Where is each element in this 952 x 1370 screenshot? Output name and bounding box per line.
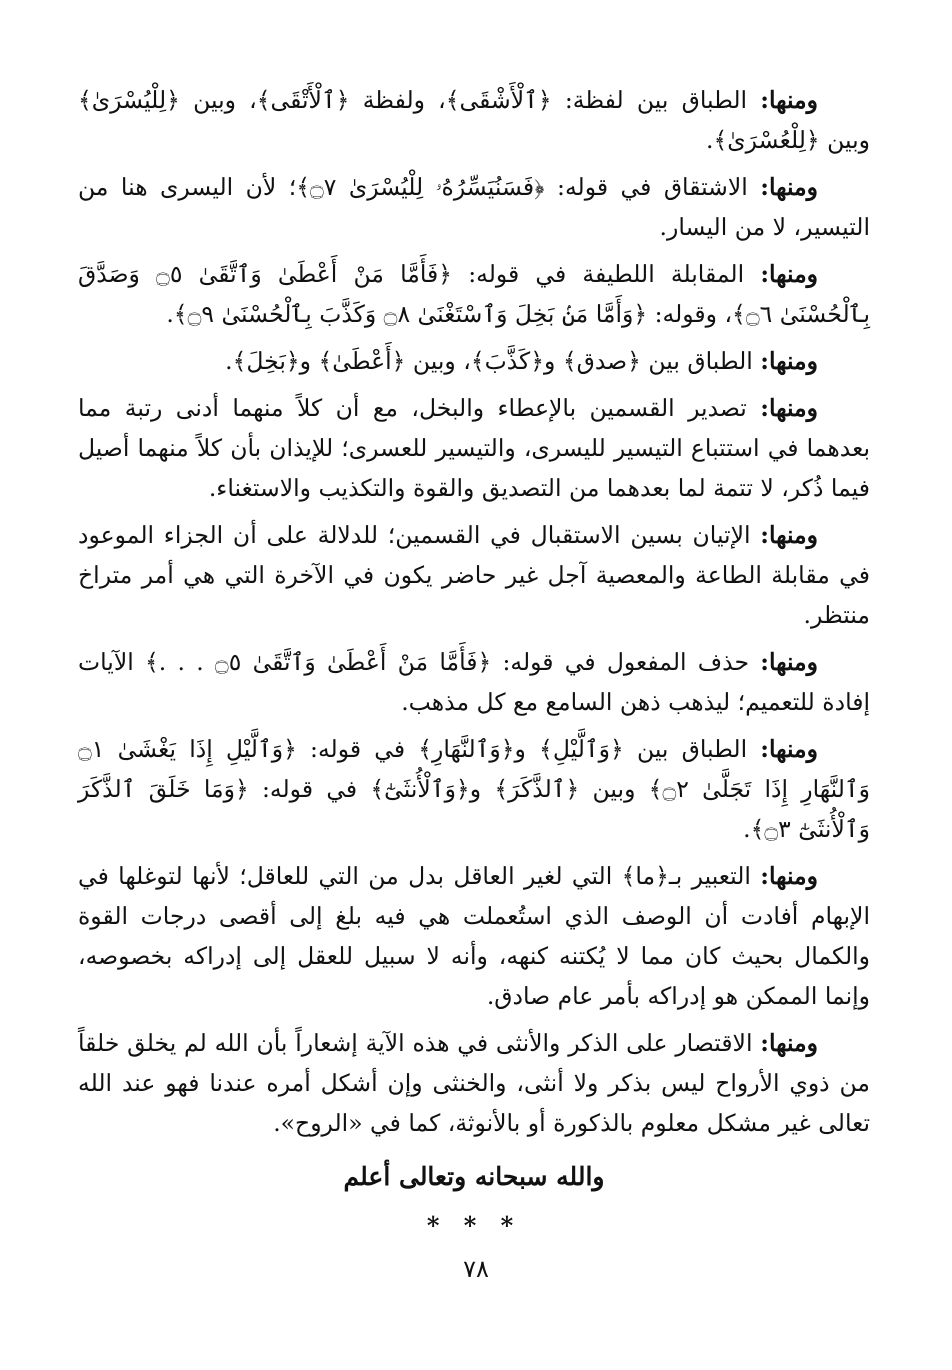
section-separator: * * * (426, 1211, 522, 1240)
paragraph-8 (78, 729, 870, 849)
paragraph-lead: ومنها: (760, 86, 818, 114)
paragraph-text: الاشتقاق في قوله: ﴿فَسَنُيَسِّرُهُۥ لِلْيُسْرَىٰ ۝٧﴾؛ لأن اليسرى هنا من التيسير، لا من اليسار. (78, 173, 870, 241)
paragraph-lead: ومنها: (760, 735, 818, 763)
page-body (78, 80, 870, 1240)
paragraph-lead: ومنها: (760, 521, 818, 549)
paragraph-text: الإتيان بسين الاستقبال في القسمين؛ للدلالة على أن الجزاء الموعود في مقابلة الطاعة والمعصية آجل غير حاضر يكون في الآخرة التي هي أمر متراخ منتظر. (78, 521, 870, 629)
paragraph-lead: ومنها: (760, 862, 818, 890)
paragraph-text: الطباق بين ﴿وَٱلَّيْلِ﴾ و﴿وَٱلنَّهَارِ﴾ في قوله: ﴿وَٱلَّيْلِ إِذَا يَغْشَىٰ ۝١ وَٱلنَّهَارِ إِذَا تَجَلَّىٰ ۝٢﴾ وبين ﴿ٱلذَّكَرَ﴾ و﴿وَٱلْأُنثَىٰٓ﴾ في قوله: ﴿وَمَا خَلَقَ ٱلذَّكَرَ وَٱلْأُنثَىٰٓ ۝٣﴾. (78, 735, 870, 843)
paragraph-5 (78, 388, 870, 508)
page-number: ٧٨ (463, 1255, 489, 1283)
paragraph-2 (78, 167, 870, 247)
paragraph-4 (78, 341, 870, 381)
paragraph-6 (78, 515, 870, 635)
closing-phrase: والله سبحانه وتعالى أعلم (343, 1162, 605, 1191)
paragraph-1 (78, 80, 870, 160)
paragraph-lead: ومنها: (760, 260, 819, 288)
paragraph-7 (78, 642, 870, 722)
paragraph-text: الطباق بين لفظة: ﴿ٱلْأَشْقَى﴾، ولفظة ﴿ٱلْأَتْقَى﴾، وبين ﴿لِلْيُسْرَىٰ﴾ وبين ﴿لِلْعُسْرَىٰ﴾. (78, 86, 870, 154)
paragraph-lead: ومنها: (760, 1029, 818, 1057)
paragraph-10 (78, 1023, 870, 1143)
paragraph-text: تصدير القسمين بالإعطاء والبخل، مع أن كلاً منهما أدنى رتبة مما بعدهما في استتباع التيسير لليسرى، والتيسير للعسرى؛ للإيذان بأن كلاً منهما أصيل فيما ذُكر، لا تتمة لما بعدهما من التصديق والقوة والتكذيب والاستغناء. (78, 394, 870, 502)
paragraph-lead: ومنها: (760, 173, 818, 201)
paragraph-lead: ومنها: (760, 648, 818, 676)
paragraph-9 (78, 856, 870, 1016)
paragraph-lead: ومنها: (760, 347, 818, 375)
paragraph-lead: ومنها: (760, 394, 818, 422)
paragraph-text: حذف المفعول في قوله: ﴿فَأَمَّا مَنْ أَعْطَىٰ وَٱتَّقَىٰ ۝٥ . . .﴾ الآيات إفادة للتعميم؛ ليذهب ذهن السامع مع كل مذهب. (78, 648, 870, 716)
paragraph-text: الاقتصار على الذكر والأنثى في هذه الآية إشعاراً بأن الله لم يخلق خلقاً من ذوي الأرواح ليس بذكر ولا أنثى، والخنثى وإن أشكل أمره عندنا فهو عند الله تعالى غير مشكل معلوم بالذكورة أو بالأنوثة، كما في «الروح». (78, 1029, 870, 1137)
paragraph-text: الطباق بين ﴿صدق﴾ و﴿كَذَّبَ﴾، وبين ﴿أَعْطَىٰ﴾ و﴿بَخِلَ﴾. (225, 347, 753, 375)
paragraph-text: التعبير بـ﴿ما﴾ التي لغير العاقل بدل من التي للعاقل؛ لأنها لتوغلها في الإبهام أفادت أن الوصف الذي استُعملت هي فيه بلغ إلى أقصى درجات القوة والكمال بحيث كان مما لا يُكتنه كنهه، وأنه لا سبيل للعقل إلى إدراكه بخصوصه، وإنما الممكن هو إدراكه بأمر عام صادق. (78, 862, 870, 1010)
paragraph-3 (78, 254, 870, 334)
paragraph-text: المقابلة اللطيفة في قوله: ﴿فَأَمَّا مَنْ أَعْطَىٰ وَٱتَّقَىٰ ۝٥ وَصَدَّقَ بِٱلْحُسْنَىٰ ۝٦﴾، وقوله: ﴿وَأَمَّا مَنۢ بَخِلَ وَٱسْتَغْنَىٰ ۝٨ وَكَذَّبَ بِٱلْحُسْنَىٰ ۝٩﴾. (78, 260, 870, 328)
